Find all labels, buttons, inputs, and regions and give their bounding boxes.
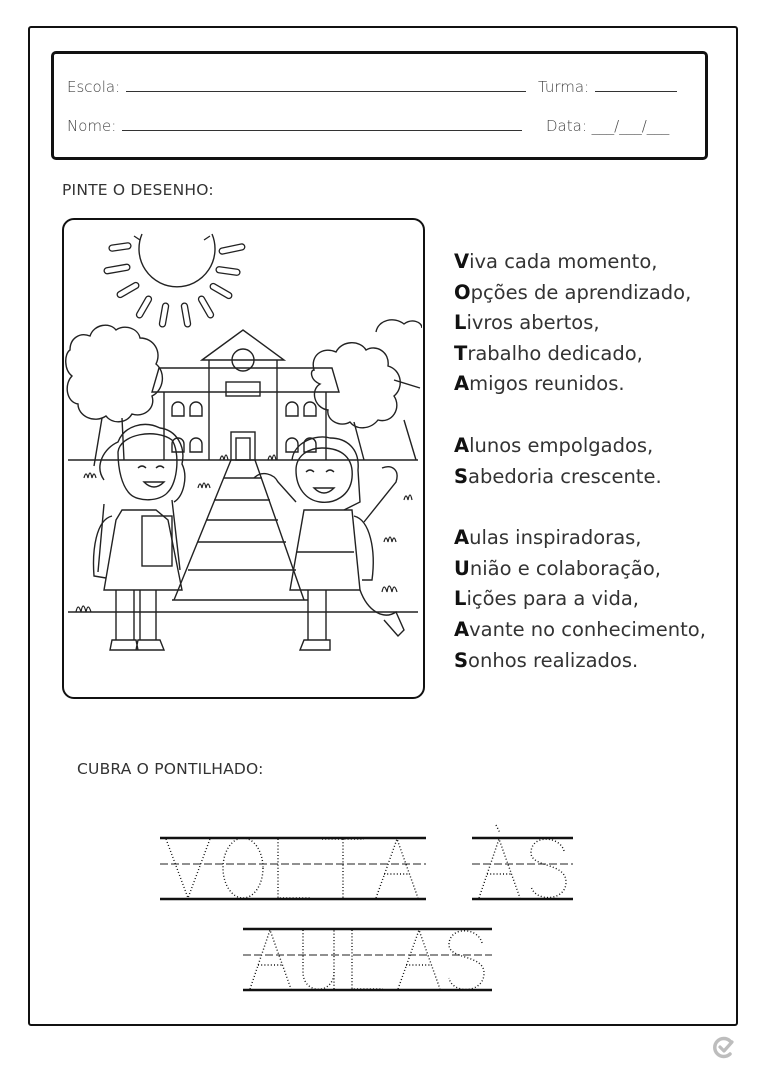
coloring-illustration xyxy=(62,218,425,699)
class-field[interactable] xyxy=(538,78,677,96)
name-field[interactable] xyxy=(67,117,522,135)
poem-line: Amigos reunidos. xyxy=(454,372,625,396)
drawing-section-title: PINTE O DESENHO: xyxy=(62,181,214,199)
trace-word-as xyxy=(472,825,573,899)
poem-line: Aulas inspiradoras, xyxy=(454,526,642,550)
name-line xyxy=(122,129,522,131)
girl-left-icon xyxy=(94,424,185,650)
school-field[interactable] xyxy=(67,78,526,96)
trace-word-aulas xyxy=(243,929,492,990)
path-stairs-icon xyxy=(68,460,418,612)
tree-right-icon xyxy=(312,320,422,460)
date-field[interactable] xyxy=(546,117,669,135)
student-info-box xyxy=(51,51,708,160)
poem-line: Livros abertos, xyxy=(454,311,600,335)
school-windows xyxy=(172,402,316,452)
poem-line: União e colaboração, xyxy=(454,556,661,580)
checkmark-logo-icon xyxy=(712,1035,736,1059)
date-label: Data: xyxy=(546,117,587,135)
acrostic-poem xyxy=(454,247,706,707)
poem-line: Alunos empolgados, xyxy=(454,433,654,457)
tracing-section-title: CUBRA O PONTILHADO: xyxy=(77,760,264,778)
poem-line: Viva cada momento, xyxy=(454,250,658,273)
school-scene-drawing xyxy=(64,220,422,696)
poem-line: Lições para a vida, xyxy=(454,587,639,611)
trace-word-volta xyxy=(160,838,426,899)
school-label: Escola: xyxy=(67,78,121,96)
poem-line: Trabalho dedicado, xyxy=(454,341,643,365)
poem-line: Opções de aprendizado, xyxy=(454,280,692,304)
tree-left-icon xyxy=(66,325,163,466)
sun-icon xyxy=(104,234,246,327)
school-line xyxy=(126,90,526,92)
poem-line: Avante no conhecimento, xyxy=(454,617,706,641)
poem-stanza xyxy=(454,431,706,492)
date-blanks: ___/___/___ xyxy=(591,117,670,135)
poem-stanza xyxy=(454,247,706,400)
class-label: Turma: xyxy=(538,78,590,96)
poem-line: Sonhos realizados. xyxy=(454,648,639,672)
poem-stanza xyxy=(454,523,706,676)
poem-line: Sabedoria crescente. xyxy=(454,464,662,488)
class-line xyxy=(595,90,677,92)
tracing-worksheet[interactable] xyxy=(0,820,768,1000)
name-label: Nome: xyxy=(67,117,117,135)
girl-right-icon xyxy=(254,437,404,650)
